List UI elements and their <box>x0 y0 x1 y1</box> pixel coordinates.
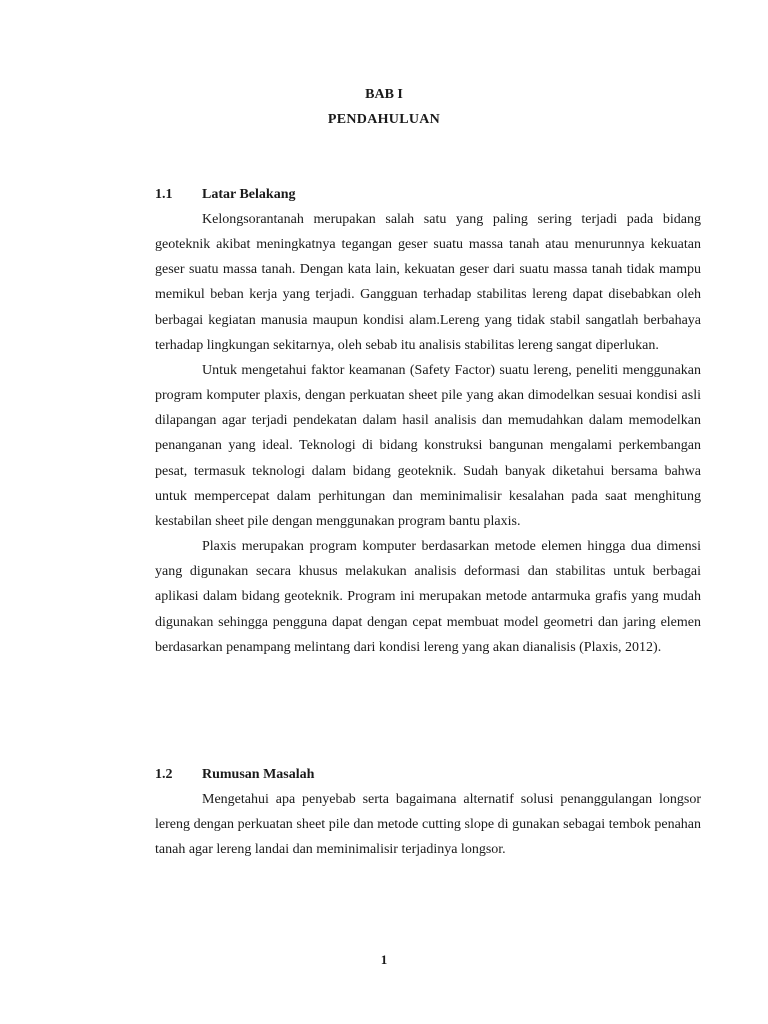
paragraph: Plaxis merupakan program komputer berdasarkan metode elemen hingga dua dimensi yang digunakan secara khusus melakukan analisis deformasi dan stabilitas untuk berbagai aplikasi dalam bidang geoteknik. Program ini merupakan metode antarmuka grafis yang mudah digunakan sehingga pengguna dapat dengan cepat membuat model geometri dan jaring elemen berdasarkan penampang melintang dari kondisi lereng yang akan dianalisis (Plaxis, 2012). <box>155 539 701 655</box>
section-body-latar-belakang <box>155 207 701 660</box>
paragraph: Mengetahui apa penyebab serta bagaimana alternatif solusi penanggulangan longsor lereng dengan perkuatan sheet pile dan metode cutting slope di gunakan sebagai tembok penahan tanah agar lereng landai dan meminimalisir terjadinya longsor. <box>155 792 701 858</box>
section-heading-rumusan-masalah <box>155 762 314 787</box>
section-heading-latar-belakang <box>155 182 295 207</box>
page-number: 1 <box>380 952 388 967</box>
paragraph: Untuk mengetahui faktor keamanan (Safety Factor) suatu lereng, peneliti menggunakan program komputer plaxis, dengan perkuatan sheet pile yang akan dimodelkan sesuai kondisi asli dilapangan agar terjadi pendekatan dalam hasil analisis dan memudahkan dalam memodelkan penanganan yang ideal. Teknologi di bidang konstruksi bangunan mengalami perkembangan pesat, termasuk teknologi dalam bidang geoteknik. Sudah banyak diketahui bersama bahwa untuk mempercepat dalam perhitungan dan meminimalisir kesalahan pada saat menghitung kestabilan sheet pile dengan menggunakan program bantu plaxis. <box>155 362 701 529</box>
paragraph: Kelongsorantanah merupakan salah satu yang paling sering terjadi pada bidang geoteknik akibat meningkatnya tegangan geser suatu massa tanah atau menurunnya kekuatan geser suatu massa tanah. Dengan kata lain, kekuatan geser dari suatu massa tanah tidak mampu memikul beban kerja yang terjadi. Gangguan terhadap stabilitas lereng dapat disebabkan oleh berbagai kegiatan manusia maupun kondisi alam.Lereng yang tidak stabil sangatlah berbahaya terhadap lingkungan sekitarnya, oleh sebab itu analisis stabilitas lereng sangat diperlukan. <box>155 212 701 353</box>
section-number: 1.1 <box>155 187 173 202</box>
section-number: 1.2 <box>155 767 173 782</box>
section-body-rumusan-masalah <box>155 787 701 862</box>
chapter-number: BAB I <box>365 87 403 102</box>
section-title: Latar Belakang <box>202 187 296 202</box>
section-title: Rumusan Masalah <box>202 767 315 782</box>
chapter-title: PENDAHULUAN <box>327 112 441 127</box>
